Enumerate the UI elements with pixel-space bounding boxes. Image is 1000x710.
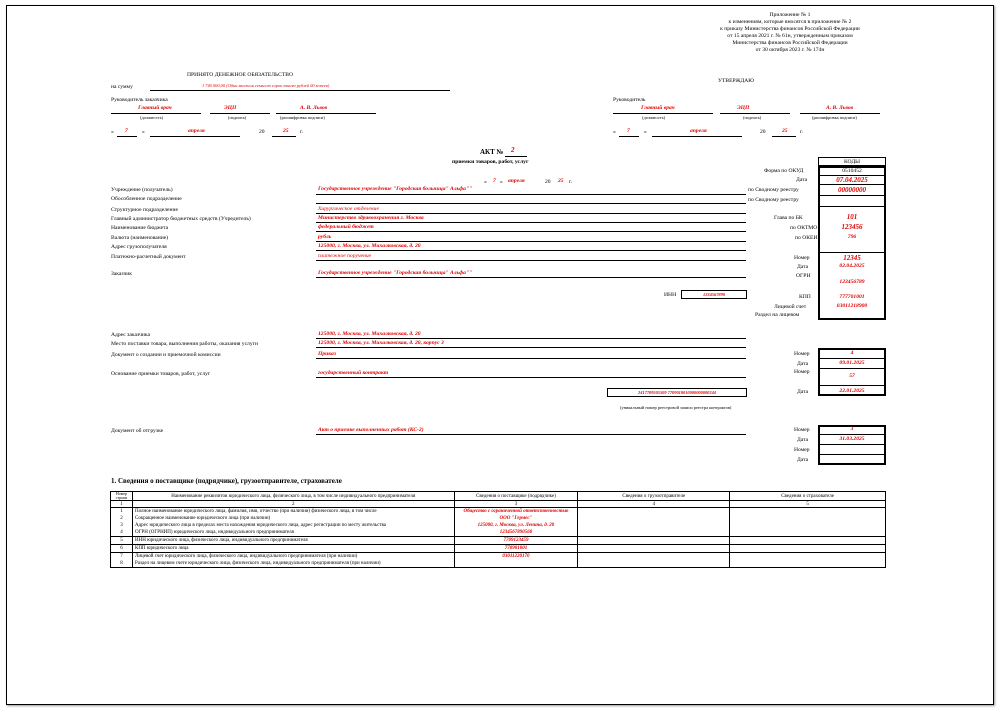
address-line <box>316 250 746 251</box>
basis-line <box>316 377 746 378</box>
okei-label: по ОКЕИ <box>795 235 818 241</box>
row-label: Лицевой счет юридического лица, физического лица, индивидуального предпринимателя (при наличии) <box>132 553 454 561</box>
insurer-cell <box>730 553 886 568</box>
reg-number-caption: (уникальный номер реестровой записи реестра контрактов) <box>620 405 732 410</box>
colnum-4: 4 <box>578 501 730 508</box>
payment-value: платежное поручение <box>318 253 372 259</box>
kpp-label: КПП <box>799 294 811 300</box>
ship-value: Акт о приемке выполненных работ (КС-2) <box>318 427 424 433</box>
row-value: Общество с ограниченной ответственностью <box>454 508 578 516</box>
structure-value: Хирургическое отделение <box>318 206 379 212</box>
doc-date-label: Дата <box>797 361 809 367</box>
year-suffix: г. <box>300 129 304 135</box>
colnum-2: 2 <box>132 501 454 508</box>
ship-codes-sep-2 <box>818 444 886 445</box>
reg-number-box <box>607 388 747 397</box>
header-supplier: Сведения о поставщике (подрядчике) <box>454 492 578 501</box>
approve-title: УТВЕРЖДАЮ <box>718 78 755 84</box>
ship-label: Документ об отгрузке <box>111 428 164 434</box>
payment-line <box>316 260 746 261</box>
doc-codes-sep-3 <box>818 385 886 386</box>
appendix-line-6: от 30 октября 2023 г. № 174н <box>755 47 825 53</box>
structure-label: Структурное подразделение <box>111 207 178 213</box>
svod2-label: по Сводному реестру <box>748 197 799 203</box>
ogrn-label: ОГРН <box>796 273 811 279</box>
admin-line <box>316 222 746 223</box>
row-value: 770901001 <box>454 545 578 553</box>
budget-label: Наименование бюджета <box>111 225 169 231</box>
approve-day: 7 <box>627 128 630 134</box>
approve-caption-signature: (подпись) <box>743 115 762 120</box>
approve-year-suffix: г. <box>800 129 804 135</box>
address-value: 125000, г. Москва, ул. Михалковская, д. 20 <box>318 243 421 249</box>
appendix-line-4: от 15 апреля 2021 г. № 61н, утвержденным приказом <box>727 33 853 39</box>
institution-value: Государственное учреждение "Городская больница" Альфа"" <box>318 186 473 192</box>
obligation-year: 25 <box>283 128 289 134</box>
row-value: 03011220170 <box>454 553 578 561</box>
act-quote-close: » <box>500 179 503 185</box>
approve-signature: ЭЦП <box>737 105 750 111</box>
act-year: 25 <box>558 178 564 184</box>
basis-date-value: 22.01.2025 <box>839 388 865 394</box>
quote-open: « <box>111 129 114 135</box>
approve-month: апреля <box>690 128 707 134</box>
table-row <box>111 553 886 561</box>
doc-codes-sep-2 <box>818 368 886 369</box>
division-label: Обособленное подразделение <box>111 196 182 202</box>
doc-codes-sep-1 <box>818 358 886 359</box>
year-line <box>272 136 296 137</box>
day-line <box>117 136 137 137</box>
act-month: апреля <box>508 178 525 184</box>
colnum-5: 5 <box>730 501 886 508</box>
customer-label: Заказчик <box>111 271 133 277</box>
row-value: 7709123459 <box>454 537 578 545</box>
admin-value: Министерство здравоохранения г. Москва <box>318 215 424 221</box>
account-value: 03011218900 <box>836 303 868 309</box>
act-quote-open: « <box>484 179 487 185</box>
okud-label: Форма по ОКУД <box>764 168 804 174</box>
doc-line <box>316 358 746 359</box>
cust-address-label: Адрес заказчика <box>111 332 151 338</box>
account-label: Лицевой счет <box>774 304 807 310</box>
ship-codes-sep-3 <box>818 454 886 455</box>
svod-value: 00000000 <box>838 186 866 194</box>
num-value: 12345 <box>843 254 861 262</box>
bk-label: Глава по БК <box>774 215 803 221</box>
basis-value: государственный контракт <box>318 370 389 376</box>
table-colnum-row <box>111 501 886 508</box>
ship-num-value: 3 <box>850 426 854 432</box>
doc-date-value: 09.01.2025 <box>839 360 865 366</box>
inn-label: ИНН <box>664 292 677 298</box>
codes-row-sep-5 <box>818 252 886 253</box>
approve-caption-name: (расшифровка подписи) <box>812 115 857 120</box>
oktmo-value: 123456 <box>841 223 863 231</box>
act-year-prefix: 20 <box>545 179 551 185</box>
row-label: Сокращенное наименование юридического лица (при наличии) <box>132 515 454 522</box>
shipper-cell <box>578 545 730 553</box>
approve-year-line <box>772 136 796 137</box>
inn-value: 1234567890 <box>703 292 725 297</box>
header-shipper: Сведения о грузоотправителе <box>578 492 730 501</box>
act-number: 2 <box>511 146 515 154</box>
table-header-row <box>111 492 886 501</box>
row-label: Раздел на лицевом счете юридического лица, физического лица, индивидуального предпринимателя (при наличии) <box>132 560 454 568</box>
doc-num-label: Номер <box>794 351 810 357</box>
customer-line <box>316 277 746 278</box>
name-line <box>276 113 376 114</box>
currency-label: Валюта (наименование) <box>111 235 169 241</box>
budget-line <box>316 231 746 232</box>
inn-box <box>681 290 747 299</box>
division-line <box>316 203 746 204</box>
approve-caption-position: (должность) <box>642 115 666 120</box>
customer-value: Государственное учреждение "Городская больница" Альфа"" <box>318 270 473 276</box>
kpp-value: 777701001 <box>839 294 865 300</box>
insurer-cell <box>730 508 886 537</box>
approve-month-line <box>652 136 742 137</box>
obligation-signature: ЭЦП <box>224 105 237 111</box>
doc-num-value: 4 <box>850 350 854 356</box>
row-value <box>454 560 578 568</box>
ship-line <box>316 434 746 435</box>
approve-name: А. В. Львов <box>826 105 854 111</box>
cust-address-line <box>316 338 746 339</box>
row-number: 8 <box>111 560 133 568</box>
row-value: 1234567890560 <box>454 529 578 537</box>
signature-line <box>210 113 270 114</box>
row-number: 5 <box>111 537 133 545</box>
row-value: 125000, г. Москва, ул. Ленина, д. 20 <box>454 522 578 529</box>
row-number: 7 <box>111 553 133 561</box>
row-label: Полное наименование юридического лица, фамилия, имя, отчество (при наличии) физического лица, в том числе <box>132 508 454 516</box>
svod-label: по Сводному реестру <box>748 187 799 193</box>
act-number-line <box>505 156 527 157</box>
row-value: ООО "Гермес" <box>454 515 578 522</box>
row-label: ИНН юридического лица, физического лица, индивидуального предпринимателя <box>132 537 454 545</box>
act-subtitle: приемки товаров, работ, услуг <box>452 159 529 165</box>
payment-label: Платежно-расчетный документ <box>111 254 186 260</box>
ship-num2-label: Номер <box>794 447 810 453</box>
ship-date2-label: Дата <box>797 457 809 463</box>
approve-signature-line <box>720 113 790 114</box>
header-insurer: Сведения о страхователе <box>730 492 886 501</box>
budget-value: федеральный бюджет <box>318 224 374 230</box>
ship-num-label: Номер <box>794 427 810 433</box>
appendix-line-3: к приказу Министерства финансов Российской Федерации <box>720 26 860 32</box>
act-day: 7 <box>493 178 496 184</box>
okud-value: 0510452 <box>842 168 862 174</box>
ogrn-value: 123456789 <box>839 279 865 285</box>
institution-line <box>316 194 746 195</box>
codes-row-sep-3 <box>818 195 886 196</box>
obligation-position: Главный врач <box>138 105 172 111</box>
ship-date-value: 31.03.2025 <box>839 436 865 442</box>
oktmo-label: по ОКТМО <box>790 225 818 231</box>
caption-signature: (подпись) <box>228 115 247 120</box>
insurer-cell <box>730 537 886 545</box>
row-label: Адрес юридического лица в пределах места нахождения юридического лица, адрес регистрации по месту жительства <box>132 522 454 529</box>
section1-title: 1. Сведения о поставщике (подрядчике), грузоотправителе, страхователе <box>111 477 342 485</box>
delivery-value: 125000, г. Москва, ул. Михалковская, д. 20, корпус 3 <box>318 340 444 346</box>
basis-num-value: 57 <box>849 373 855 379</box>
currency-value: рубль <box>318 234 332 240</box>
approve-name-line <box>800 113 880 114</box>
act-title: АКТ № <box>480 148 504 156</box>
approve-year: 25 <box>782 128 788 134</box>
cust-address-value: 125000, г. Москва, ул. Михалковская, д. 20 <box>318 331 421 337</box>
appendix-line-2: к изменениям, которые вносятся в приложение № 2 <box>728 19 852 25</box>
codes-header: КОДЫ <box>843 159 861 165</box>
approve-quote-open: « <box>613 129 616 135</box>
obligation-sum-value: 1 740 000,00 (Один миллион семьсот сорок тысяч рублей 00 копеек) <box>202 83 330 88</box>
row-number: 6 <box>111 545 133 553</box>
supplier-table <box>110 491 886 568</box>
date2-value: 02.04.2025 <box>839 263 865 269</box>
shipper-cell <box>578 508 730 537</box>
month-line <box>150 136 240 137</box>
doc-label: Документ о создании и приемочной комиссии <box>111 352 221 358</box>
caption-position: (должность) <box>140 115 164 120</box>
obligation-day: 7 <box>125 128 128 134</box>
admin-label: Главный администратор бюджетных средств (Учредитель) <box>111 216 251 222</box>
row-label: КПП юридического лица <box>132 545 454 553</box>
act-year-suffix: г. <box>569 179 573 185</box>
caption-name: (расшифровка подписи) <box>280 115 325 120</box>
basis-num-label: Номер <box>794 369 810 375</box>
obligation-title: ПРИНЯТО ДЕНЕЖНОЕ ОБЯЗАТЕЛЬСТВО <box>187 72 294 78</box>
delivery-label: Место поставки товара, выполнения работы, оказания услуги <box>111 341 258 347</box>
row-number: 4 <box>111 529 133 537</box>
basis-label: Основание приемки товаров, работ, услуг <box>111 371 211 377</box>
shipper-cell <box>578 537 730 545</box>
ship-date-label: Дата <box>797 437 809 443</box>
approve-head-label: Руководитель <box>613 97 646 103</box>
appendix-line-5: Министерства финансов Российской Федерации <box>732 40 848 46</box>
ship-codes-sep-1 <box>818 434 886 435</box>
date-value: 07.04.2025 <box>836 176 868 184</box>
position-line <box>111 113 201 114</box>
header-requisites: Наименование реквизитов юридического лица, физического лица, в том числе индивидуального предпринимателя <box>132 492 454 501</box>
structure-line <box>316 213 746 214</box>
registry-label: Раздел на лицевом <box>755 312 800 318</box>
reg-number-value: 2417709505509 7709010010000000000244 <box>638 390 716 395</box>
obligation-name: А. В. Львов <box>300 105 328 111</box>
quote-close: » <box>142 129 145 135</box>
codes-header-box <box>818 157 886 166</box>
colnum-1: 1 <box>111 501 133 508</box>
codes-row-sep-4 <box>818 206 886 207</box>
obligation-sum-label: на сумму <box>111 84 133 90</box>
row-number: 3 <box>111 522 133 529</box>
approve-year-prefix: 20 <box>760 129 766 135</box>
approve-quote-close: » <box>644 129 647 135</box>
appendix-line-1: Приложение № 1 <box>769 12 811 18</box>
bk-value: 101 <box>846 213 858 221</box>
approve-day-line <box>619 136 639 137</box>
delivery-line <box>316 347 746 348</box>
table-row <box>111 537 886 545</box>
codes-row-sep-2 <box>818 184 886 185</box>
okei-value: 796 <box>847 234 857 240</box>
institution-label: Учреждение (получатель) <box>111 187 173 193</box>
table-row <box>111 508 886 516</box>
insurer-cell <box>730 545 886 553</box>
approve-position: Главный врач <box>641 105 675 111</box>
row-number: 1 <box>111 508 133 516</box>
customer-head-label: Руководитель заказчика <box>111 97 168 103</box>
address-label: Адрес грузополучателя <box>111 244 167 250</box>
obligation-month: апреля <box>188 128 205 134</box>
header-row-number: Номер строки <box>111 492 133 501</box>
row-label: ОГРН (ОГРНИП) юридического лица, индивидуального предпринимателя <box>132 529 454 537</box>
row-number: 2 <box>111 515 133 522</box>
date-label: Дата <box>796 177 808 183</box>
colnum-3: 3 <box>454 501 578 508</box>
basis-date-label: Дата <box>797 389 809 395</box>
obligation-sum-line <box>150 90 450 91</box>
approve-position-line <box>613 113 713 114</box>
table-row <box>111 545 886 553</box>
date2-label: Дата <box>797 264 809 270</box>
num-label: Номер <box>794 255 810 261</box>
currency-line <box>316 241 746 242</box>
doc-value: Приказ <box>318 351 336 357</box>
shipper-cell <box>578 553 730 568</box>
year-prefix: 20 <box>259 129 265 135</box>
